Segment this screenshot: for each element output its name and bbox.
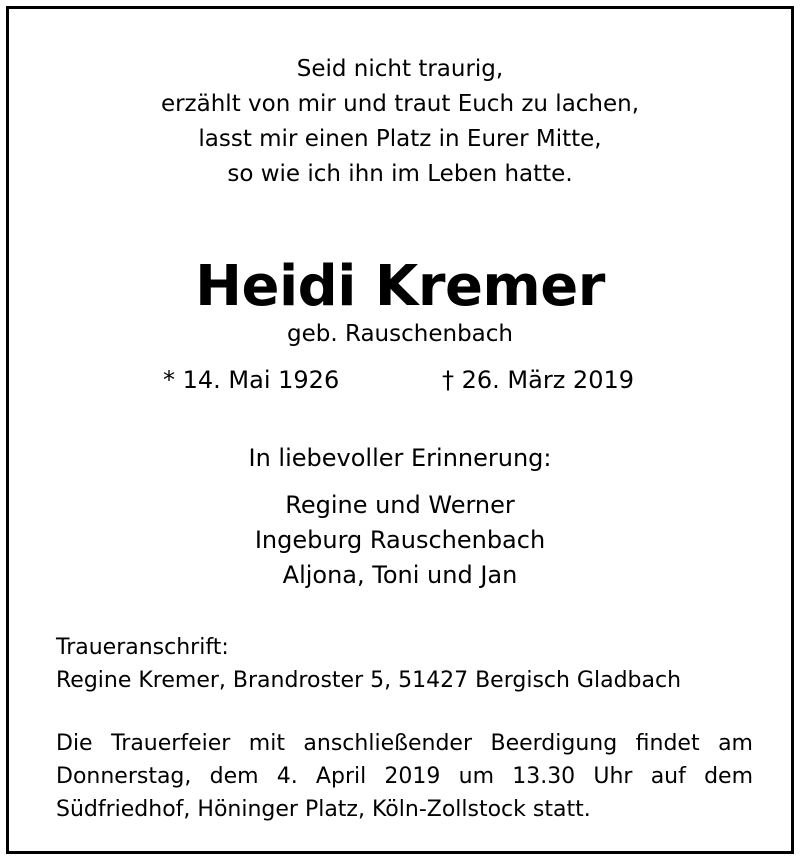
ceremony-info <box>56 727 753 826</box>
poem-line: so wie ich ihn im Leben hatte. <box>227 161 573 187</box>
poem-line: erzählt von mir und traut Euch zu lachen, <box>160 91 640 117</box>
address-label: Traueranschrift: <box>56 635 229 660</box>
mourner-line: Aljona, Toni und Jan <box>282 561 518 589</box>
obituary-notice <box>6 6 794 854</box>
death-date: † 26. März 2019 <box>442 366 635 394</box>
address-line: Regine Kremer, Brandroster 5, 51427 Bergisch Gladbach <box>56 668 682 693</box>
mourner-line: Regine und Werner <box>285 491 515 519</box>
deceased-name: Heidi Kremer <box>195 254 605 319</box>
ceremony-line: Südfriedhof, Höninger Platz, Köln-Zollstock statt. <box>56 797 591 822</box>
ceremony-line: Die Trauerfeier mit anschließender Beerdigung findet am <box>56 731 753 756</box>
mourning-address <box>56 631 681 697</box>
poem-line: Seid nicht traurig, <box>296 56 504 82</box>
poem <box>9 52 791 192</box>
ceremony-line: Donnerstag, dem 4. April 2019 um 13.30 Uhr auf dem <box>56 764 753 789</box>
mourners-list <box>9 488 791 593</box>
birth-date: * 14. Mai 1926 <box>163 366 340 394</box>
memory-heading: In liebevoller Erinnerung: <box>248 444 552 472</box>
maiden-name: geb. Rauschenbach <box>287 321 513 347</box>
mourner-line: Ingeburg Rauschenbach <box>254 526 546 554</box>
poem-line: lasst mir einen Platz in Eurer Mitte, <box>198 126 602 152</box>
